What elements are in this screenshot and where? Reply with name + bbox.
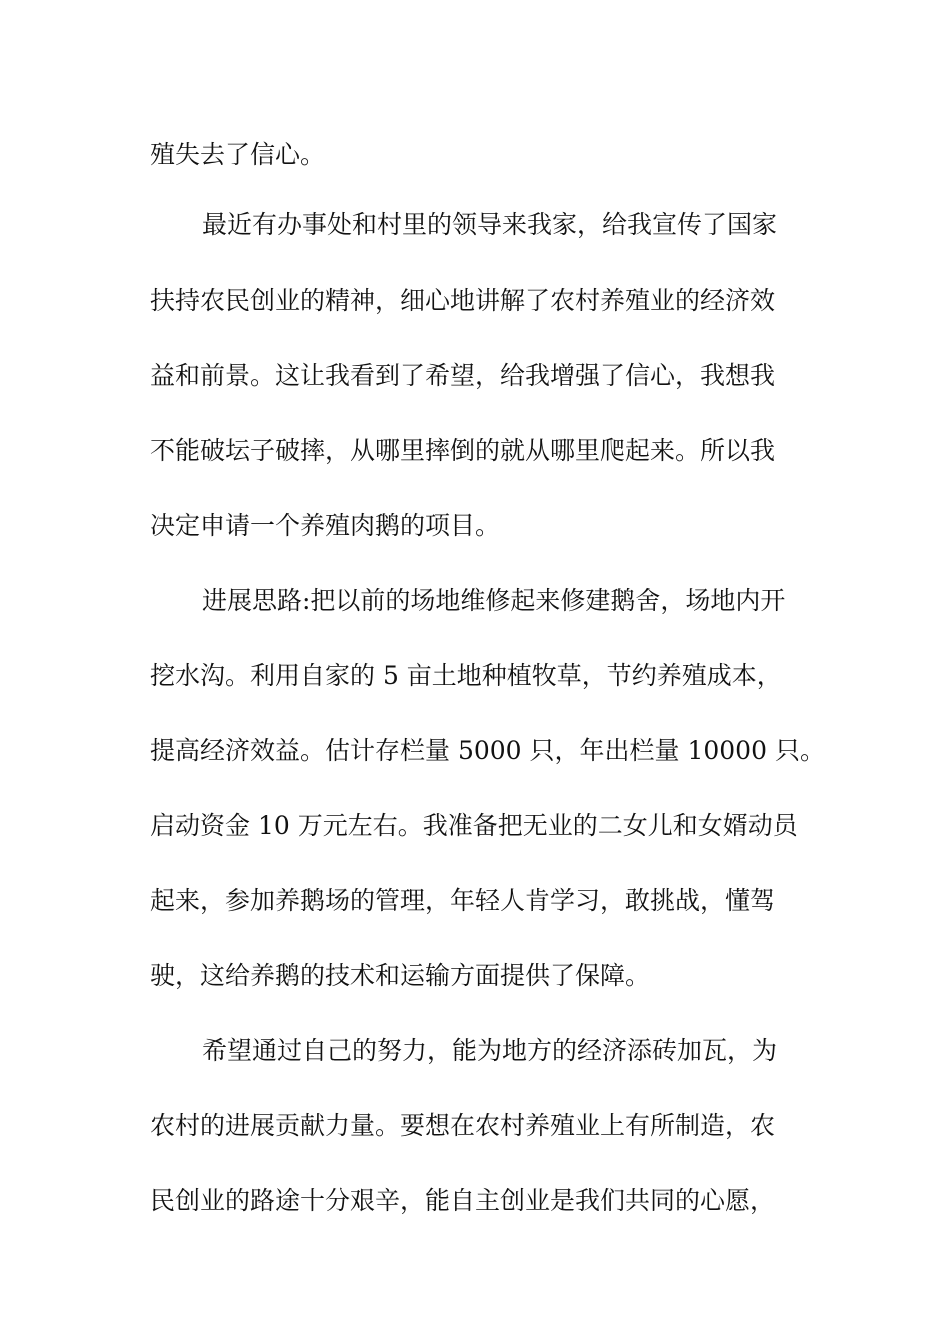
text-line: 不能破坛子破摔，从哪里摔倒的就从哪里爬起来。所以我 — [150, 436, 776, 465]
text-line: 益和前景。这让我看到了希望，给我增强了信心，我想我 — [150, 361, 776, 390]
text-line: 希望通过自己的努力，能为地方的经济添砖加瓦，为 — [202, 1036, 778, 1065]
text-line: 扶持农民创业的精神，细心地讲解了农村养殖业的经济效 — [150, 286, 776, 315]
text-line: 提高经济效益。估计存栏量 5000 只，年出栏量 10000 只。 — [150, 736, 825, 765]
text-line: 驶，这给养鹅的技术和运输方面提供了保障。 — [150, 961, 651, 990]
text-line: 起来，参加养鹅场的管理，年轻人肯学习，敢挑战，懂驾 — [150, 886, 776, 915]
text-line: 殖失去了信心。 — [150, 140, 326, 169]
text-line: 启动资金 10 万元左右。我准备把无业的二女儿和女婿动员 — [150, 811, 798, 840]
text-line: 民创业的路途十分艰辛，能自主创业是我们共同的心愿， — [150, 1186, 776, 1215]
text-line: 进展思路:把以前的场地维修起来修建鹅舍，场地内开 — [202, 586, 786, 615]
text-line: 农村的进展贡献力量。要想在农村养殖业上有所制造，农 — [150, 1111, 776, 1140]
text-line: 决定申请一个养殖肉鹅的项目。 — [150, 511, 501, 540]
text-line: 最近有办事处和村里的领导来我家，给我宣传了国家 — [202, 210, 778, 239]
text-line: 挖水沟。利用自家的 5 亩土地种植牧草，节约养殖成本， — [150, 661, 782, 690]
